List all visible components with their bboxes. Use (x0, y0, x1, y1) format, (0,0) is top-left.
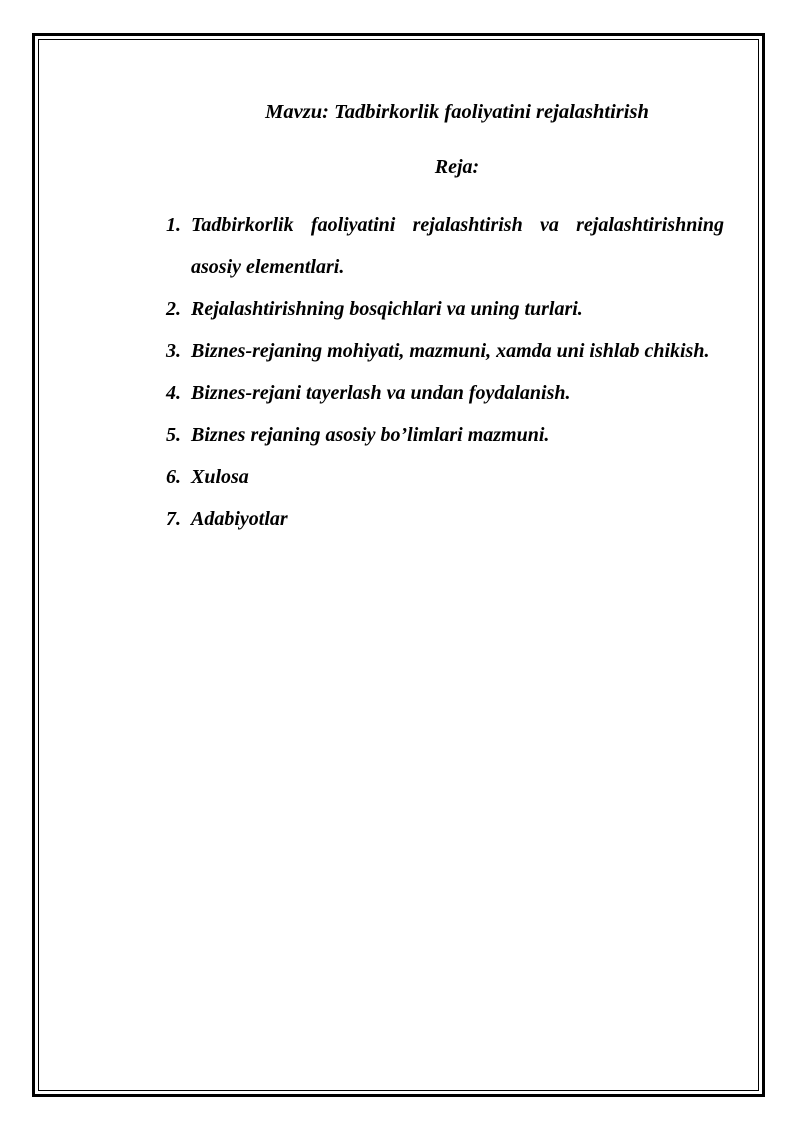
plan-heading: Reja: (434, 156, 480, 178)
plan-item-number: 2. (166, 298, 181, 320)
document-title: Mavzu: Tadbirkorlik faoliyatini rejalashtirish (265, 101, 649, 123)
plan-item-text: Adabiyotlar (191, 508, 288, 530)
plan-item (166, 456, 724, 498)
plan-item-number: 3. (166, 340, 181, 362)
plan-list (166, 204, 724, 540)
plan-item (166, 498, 724, 540)
plan-item (166, 372, 724, 414)
plan-item-number: 1. (166, 214, 181, 236)
document-content (166, 96, 724, 540)
plan-item-text: Tadbirkorlik faoliyatini rejalashtirish va rejalashtirishning asosiy elementlari. (191, 214, 724, 278)
plan-item (166, 414, 724, 456)
plan-item-text: Biznes rejaning asosiy bo’limlari mazmuni. (191, 424, 550, 446)
plan-item (166, 204, 724, 288)
plan-item-number: 5. (166, 424, 181, 446)
plan-item-text: Biznes-rejani tayerlash va undan foydalanish. (191, 382, 571, 404)
plan-item-text: Rejalashtirishning bosqichlari va uning turlari. (191, 298, 583, 320)
plan-item-number: 7. (166, 508, 181, 530)
plan-item-number: 6. (166, 466, 181, 488)
plan-item (166, 330, 724, 372)
plan-item-number: 4. (166, 382, 181, 404)
plan-item (166, 288, 724, 330)
plan-item-text: Biznes-rejaning mohiyati, mazmuni, xamda uni ishlab chikish. (191, 340, 710, 362)
plan-item-text: Xulosa (191, 466, 249, 488)
